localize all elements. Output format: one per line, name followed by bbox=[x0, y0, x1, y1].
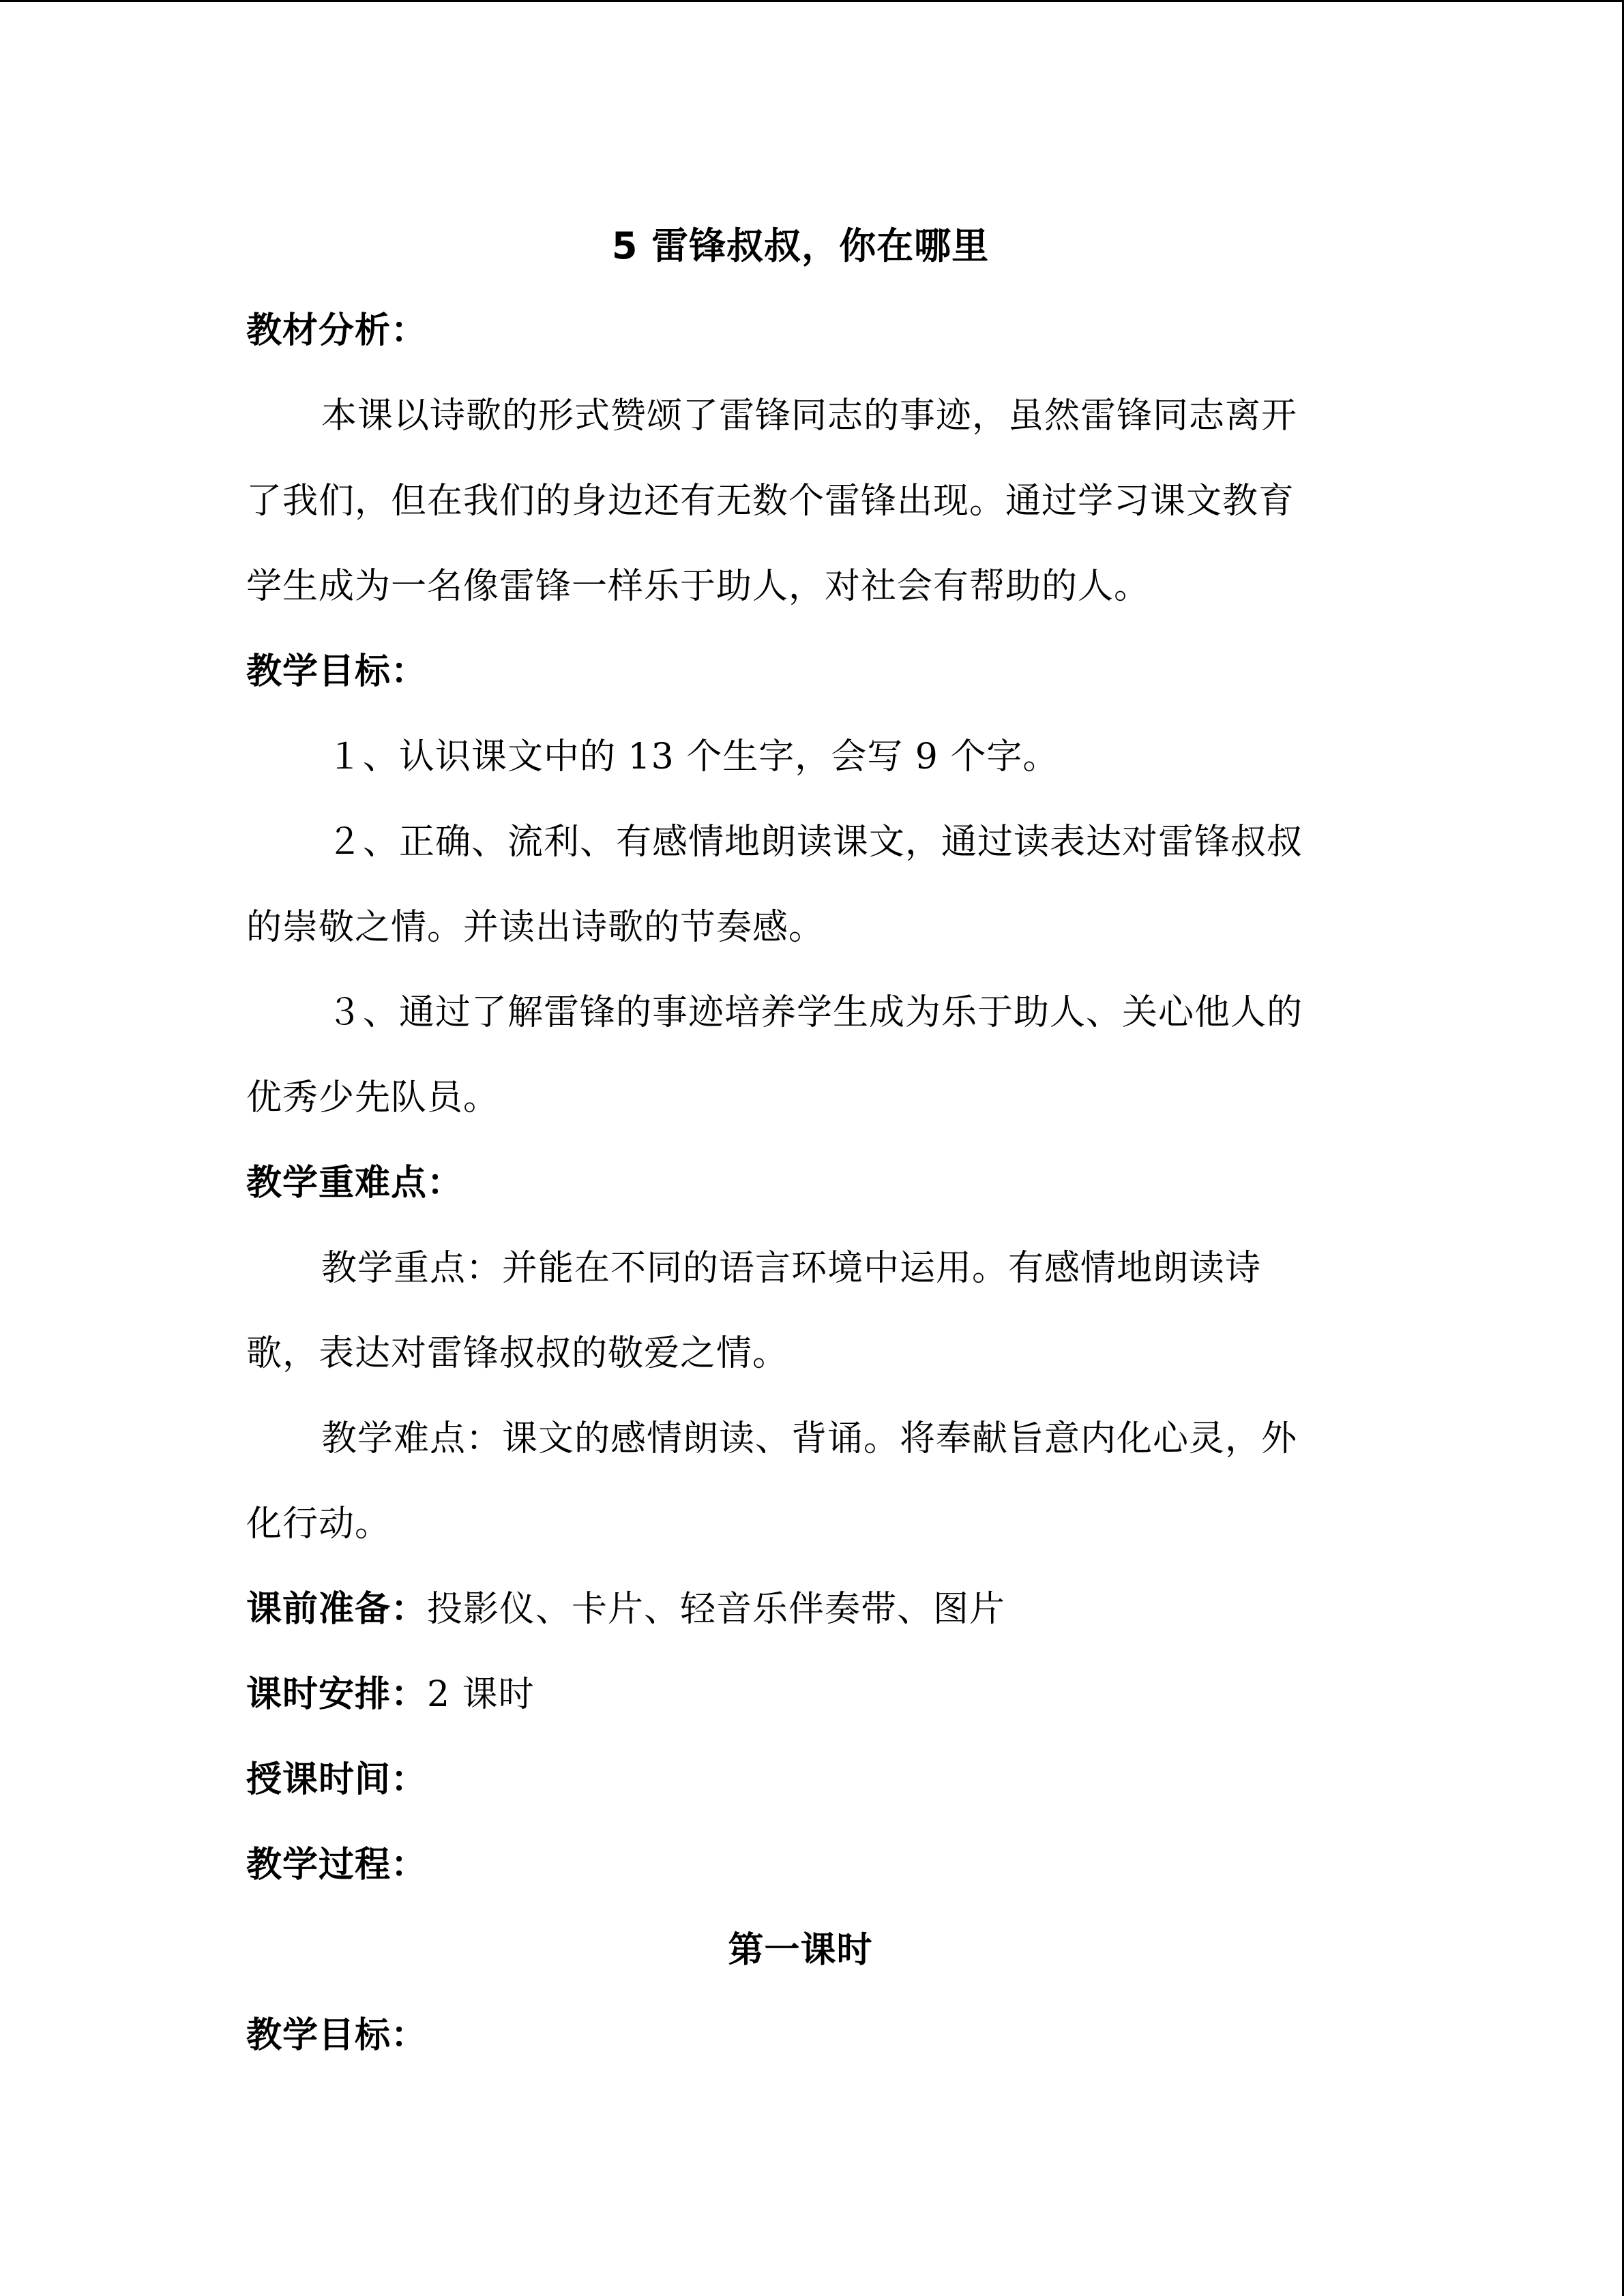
process-heading: 教学过程： bbox=[246, 1845, 428, 1885]
key-point-line: 教学重点：并能在不同的语言环境中运用。有感情地朗读诗 bbox=[321, 1248, 1262, 1289]
schedule-value: 2 课时 bbox=[427, 1674, 535, 1715]
document-title: 5 雷锋叔叔，你在哪里 bbox=[611, 224, 990, 267]
teaching-time-label: 授课时间： bbox=[246, 1759, 428, 1800]
analysis-line: 本课以诗歌的形式赞颂了雷锋同志的事迹，虽然雷锋同志离开 bbox=[321, 396, 1298, 436]
goal-item: ２、正确、流利、有感情地朗读课文，通过读表达对雷锋叔叔 bbox=[327, 822, 1303, 863]
document-body bbox=[246, 203, 1355, 2078]
goal-item-continued: 的崇敬之情。并读出诗歌的节奏感。 bbox=[246, 907, 825, 948]
preparation-row bbox=[246, 1567, 1355, 1652]
goal-item: ３、通过了解雷锋的事迹培养学生成为乐于助人、关心他人的 bbox=[327, 992, 1303, 1033]
difficulty-line: 化行动。 bbox=[246, 1504, 392, 1545]
goals-heading: 教学目标： bbox=[246, 651, 428, 692]
key-points-heading: 教学重难点： bbox=[246, 1163, 464, 1204]
key-point-line: 歌，表达对雷锋叔叔的敬爱之情。 bbox=[246, 1333, 789, 1374]
lesson-one-goals-heading: 教学目标： bbox=[246, 2015, 428, 2056]
analysis-line: 了我们，但在我们的身边还有无数个雷锋出现。通过学习课文教育 bbox=[246, 481, 1295, 522]
lesson-one-title: 第一课时 bbox=[728, 1930, 873, 1971]
preparation-label: 课前准备： bbox=[246, 1589, 428, 1630]
analysis-heading: 教材分析： bbox=[246, 310, 428, 351]
schedule-label: 课时安排： bbox=[246, 1674, 428, 1715]
analysis-line: 学生成为一名像雷锋一样乐于助人，对社会有帮助的人。 bbox=[246, 566, 1151, 607]
goal-item-continued: 优秀少先队员。 bbox=[246, 1077, 500, 1118]
difficulty-line: 教学难点：课文的感情朗读、背诵。将奉献旨意内化心灵，外 bbox=[321, 1418, 1298, 1459]
goal-item: １、认识课文中的 13 个生字，会写 9 个字。 bbox=[327, 736, 1059, 777]
preparation-value: 投影仪、卡片、轻音乐伴奏带、图片 bbox=[427, 1589, 1006, 1630]
schedule-row bbox=[246, 1652, 1355, 1738]
